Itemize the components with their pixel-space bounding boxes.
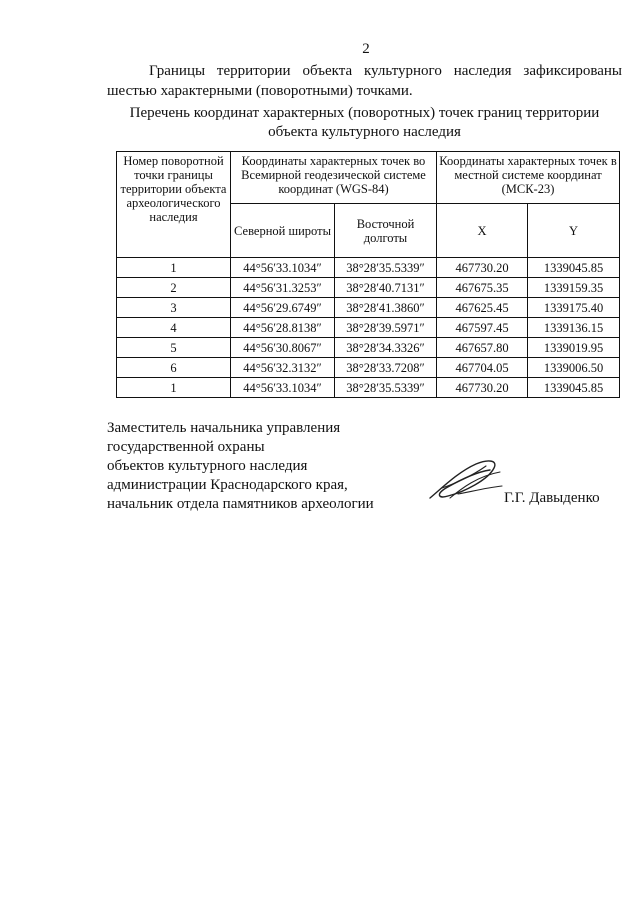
table-row [117,358,620,378]
table-row [117,378,620,398]
cell-north: 44°56′29.6749″ [231,298,335,318]
cell-y: 1339175.40 [528,298,620,318]
cell-north: 44°56′28.8138″ [231,318,335,338]
cell-y: 1339019.95 [528,338,620,358]
header-msk23: Координаты характерных точек в местной системе координат (МСК-23) [437,152,620,204]
table-title: Перечень координат характерных (поворотных) точек границ территории объекта культурного наследия [129,105,600,140]
cell-x: 467704.05 [437,358,528,378]
cell-north: 44°56′33.1034″ [231,378,335,398]
signatory-line: начальник отдела памятников археологии [107,496,374,512]
cell-east: 38°28′35.5339″ [335,378,437,398]
cell-x: 467597.45 [437,318,528,338]
cell-x: 467730.20 [437,258,528,278]
cell-y: 1339159.35 [528,278,620,298]
page-number: 2 [362,41,370,57]
header-x: X [437,204,528,258]
signatory-line: администрации Краснодарского края, [107,477,348,493]
header-east-longitude: Восточной долготы [335,204,437,258]
handwritten-signature [428,458,504,502]
cell-point: 4 [117,318,231,338]
cell-east: 38°28′40.7131″ [335,278,437,298]
cell-x: 467625.45 [437,298,528,318]
cell-east: 38°28′35.5339″ [335,258,437,278]
table-row [117,298,620,318]
cell-x: 467675.35 [437,278,528,298]
table-row [117,278,620,298]
signatory-line: объектов культурного наследия [107,458,308,474]
cell-x: 467657.80 [437,338,528,358]
cell-point: 1 [117,378,231,398]
cell-point: 5 [117,338,231,358]
cell-east: 38°28′33.7208″ [335,358,437,378]
cell-east: 38°28′39.5971″ [335,318,437,338]
header-north-latitude: Северной широты [231,204,335,258]
header-wgs84: Координаты характерных точек во Всемирной геодезической системе координат (WGS-84) [231,152,437,204]
signatory-position [107,419,374,514]
cell-point: 2 [117,278,231,298]
signer-name: Г.Г. Давыденко [504,490,600,506]
coordinates-table [116,151,620,398]
cell-point: 3 [117,298,231,318]
cell-north: 44°56′31.3253″ [231,278,335,298]
cell-north: 44°56′32.3132″ [231,358,335,378]
signatory-line: государственной охраны [107,439,265,455]
cell-point: 6 [117,358,231,378]
table-row [117,338,620,358]
header-point-number: Номер поворотной точки границы территории объекта археологического наследия [117,152,231,258]
intro-paragraph: Границы территории объекта культурного наследия зафиксированы шестью характерными (поворотными) точками. [107,63,622,99]
cell-north: 44°56′30.8067″ [231,338,335,358]
cell-x: 467730.20 [437,378,528,398]
cell-point: 1 [117,258,231,278]
cell-y: 1339006.50 [528,358,620,378]
cell-east: 38°28′41.3860″ [335,298,437,318]
table-row [117,258,620,278]
signatory-line: Заместитель начальника управления [107,420,341,436]
cell-north: 44°56′33.1034″ [231,258,335,278]
header-y: Y [528,204,620,258]
cell-y: 1339045.85 [528,378,620,398]
table-row [117,318,620,338]
cell-y: 1339136.15 [528,318,620,338]
cell-y: 1339045.85 [528,258,620,278]
cell-east: 38°28′34.3326″ [335,338,437,358]
